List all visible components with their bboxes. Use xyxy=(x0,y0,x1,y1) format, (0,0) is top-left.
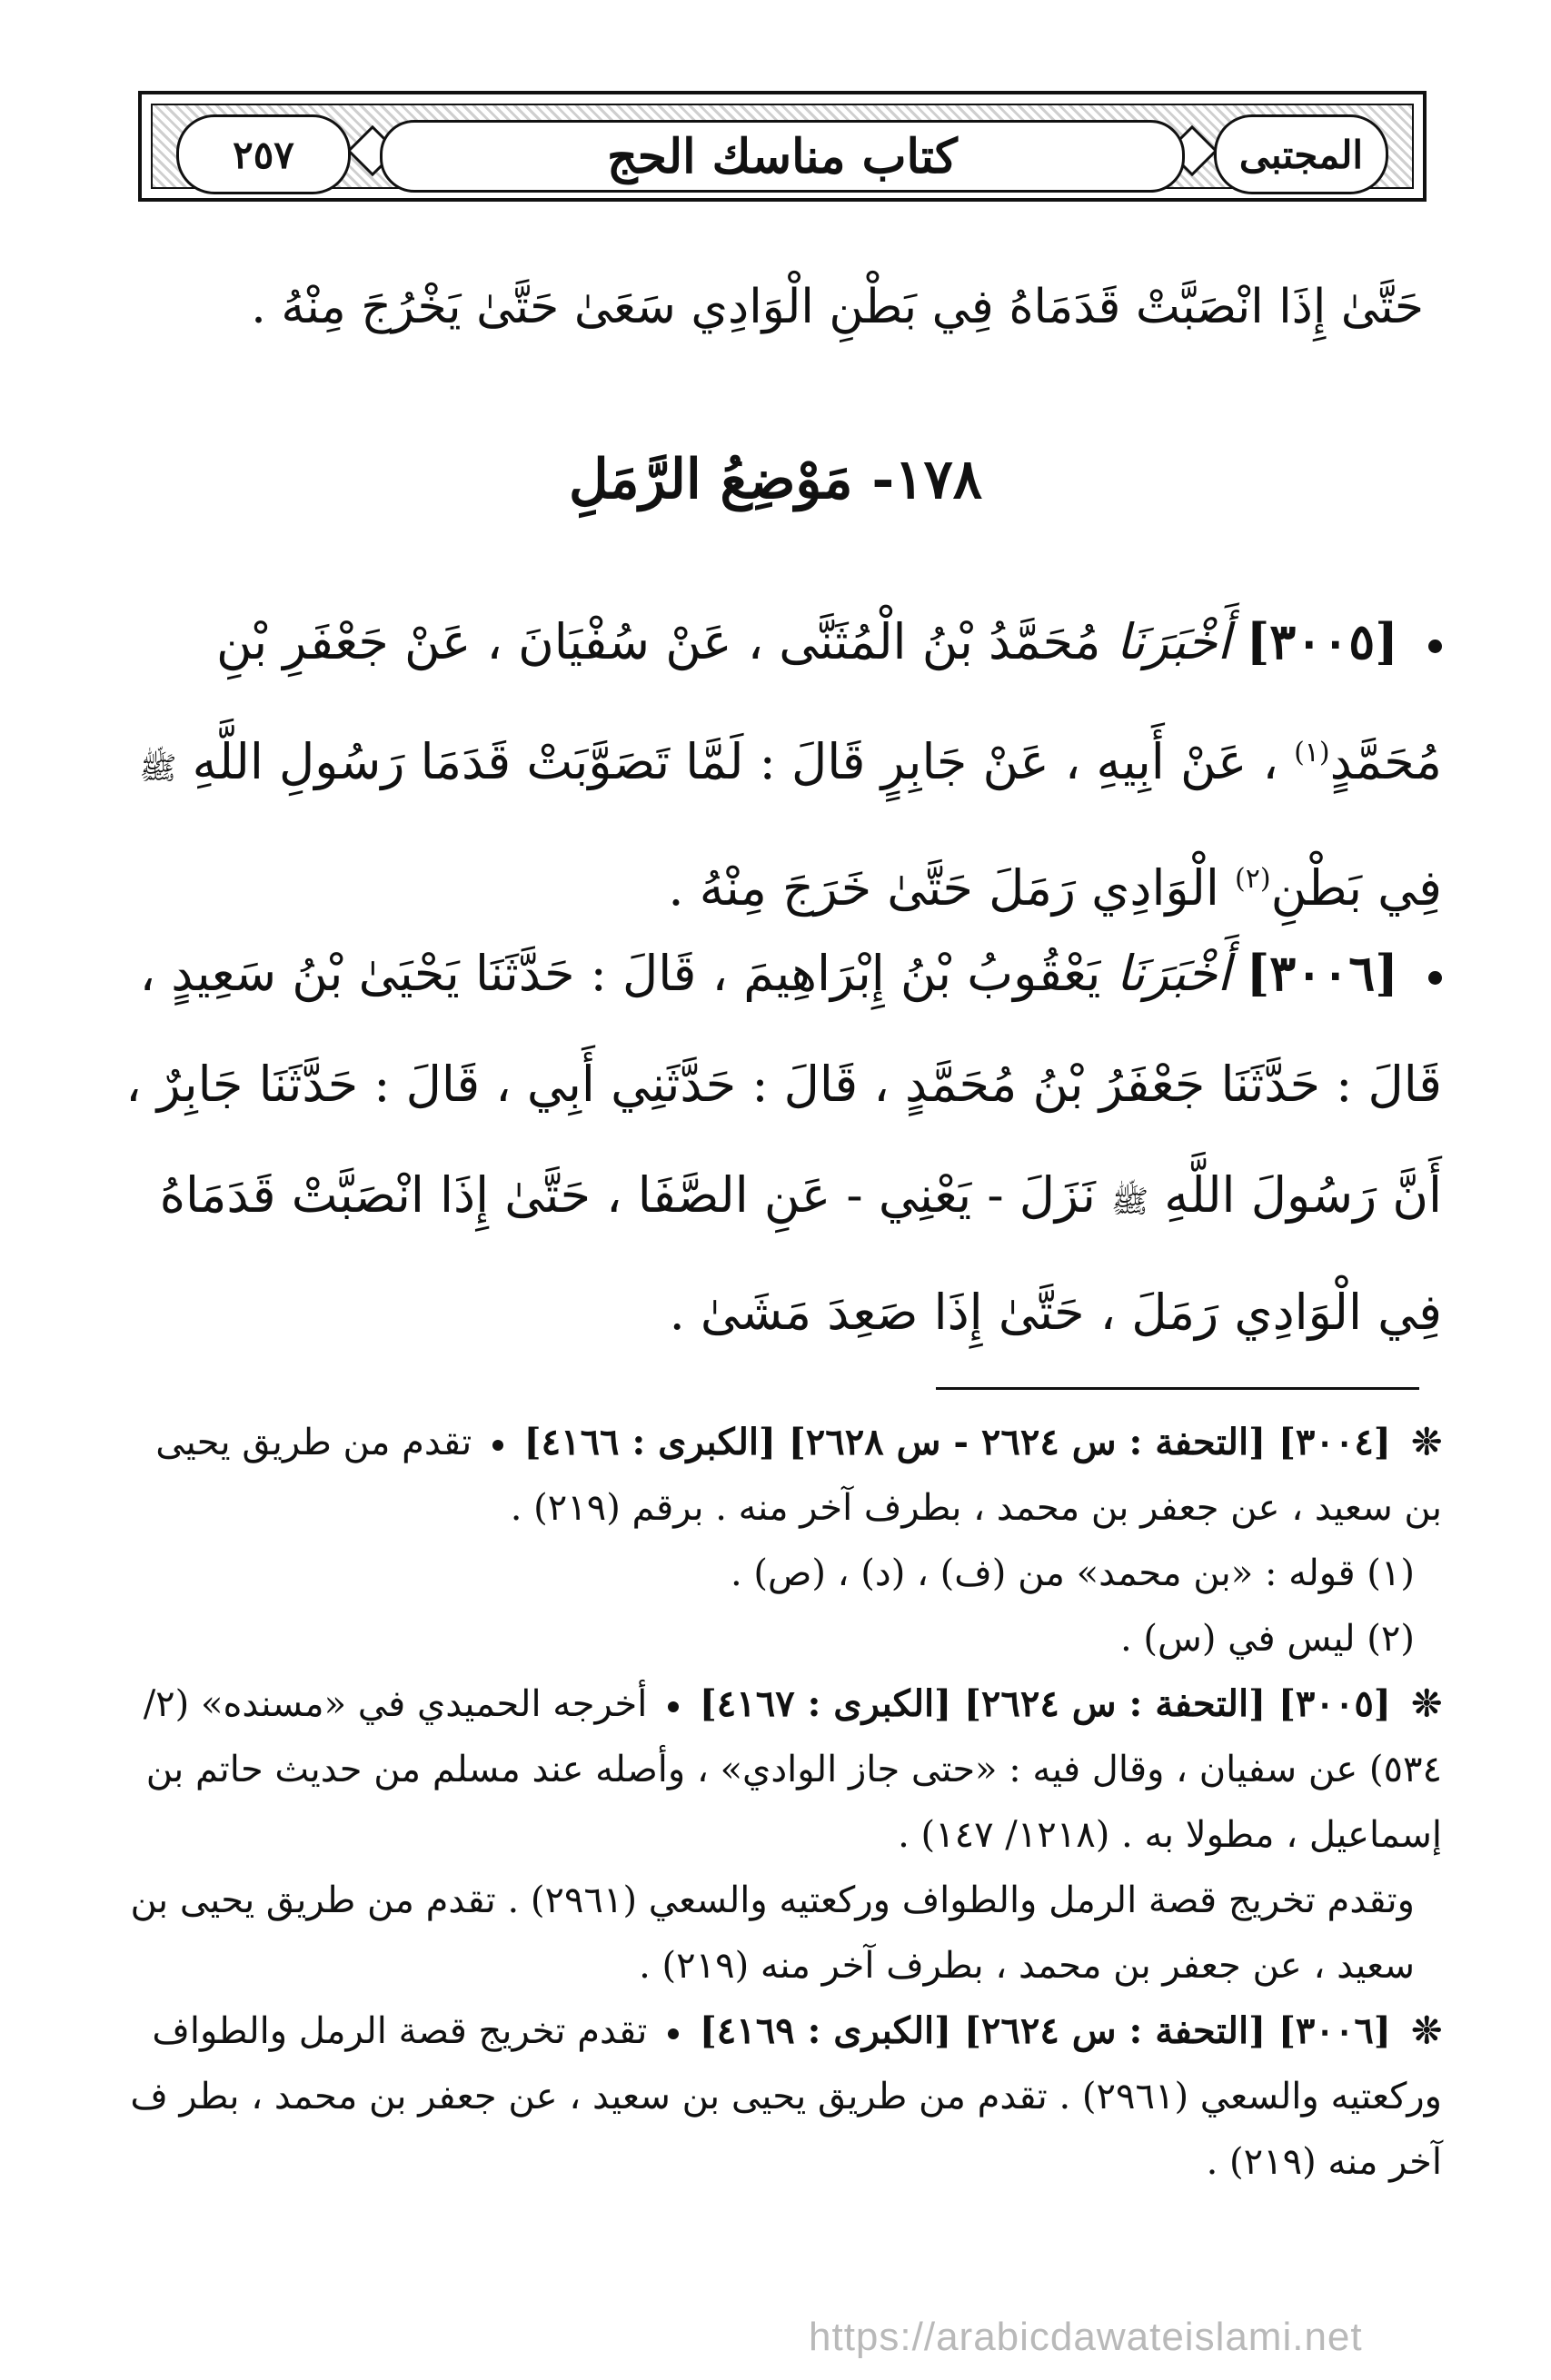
bullet-icon xyxy=(668,2028,679,2039)
ornamental-border xyxy=(151,104,1414,189)
page-header-frame xyxy=(138,91,1427,202)
footnote-text: أخرجه الحميدي في «مسنده» (٢/ ٥٣٤) عن سفيان ، وقال فيه : «حتى جاز الوادي» ، وأصله عند مسلم من حديث حاتم بن إسماعيل ، مطولا به . (١٢١٨/ ١٤٧) . xyxy=(143,1683,1442,1856)
footnote-ref: [٣٠٠٤] [التحفة : س ٢٦٢٤ - س ٢٦٢٨] [الكبرى : ٤١٦٦] xyxy=(523,1421,1391,1463)
watermark-url: https://arabicdawateislami.net xyxy=(809,2315,1363,2359)
akhbarana-word: أَخْبَرَنَا xyxy=(1116,945,1231,1002)
hadith-text: يَعْقُوبُ بْنُ إِبْرَاهِيمَ ، قَالَ : حَدَّثَنَا يَحْيَىٰ بْنُ سَعِيدٍ ، قَالَ : حَدَّثَنَا جَعْفَرُ بْنُ مُحَمَّدٍ ، قَالَ : حَدَّثَنِي أَبِي ، قَالَ : حَدَّثَنَا جَابِرٌ ، أَنَّ رَسُولَ اللَّهِ xyxy=(125,945,1442,1224)
star-icon: ❊ xyxy=(1411,1682,1442,1725)
footnote-marker-2: (٢) xyxy=(1235,863,1271,895)
hadith-text: نَزَلَ - يَعْنِي - عَنِ الصَّفَا ، حَتَّىٰ إِذَا انْصَبَّتْ قَدَمَاهُ فِي الْوَادِي رَمَلَ ، حَتَّىٰ إِذَا صَعِدَ مَشَىٰ . xyxy=(159,1166,1442,1341)
page-number: ٢٥٧ xyxy=(233,132,294,177)
bullet-icon xyxy=(1428,971,1442,985)
footnote-text: تقدم من طريق يحيى بن سعيد ، عن جعفر بن محمد ، بطرف آخر منه . برقم (٢١٩) . xyxy=(155,1422,1442,1529)
hadith-number: [٣٠٠٦] xyxy=(1246,944,1398,1002)
hadith-text: مُحَمَّدُ بْنُ الْمُثَنَّى ، عَنْ سُفْيَانَ ، عَنْ جَعْفَرِ بْنِ مُحَمَّدٍ xyxy=(215,613,1442,790)
chapter-title: كتاب مناسك الحج xyxy=(607,128,958,184)
footnote-3004 xyxy=(118,1410,1442,1541)
footnote-note-2: (٢) ليس في (س) . xyxy=(1119,1618,1415,1660)
hadith-text: فِي بَطْنِ xyxy=(1270,859,1442,917)
hadith-number: [٣٠٠٥] xyxy=(1246,612,1398,670)
intro-line: حَتَّىٰ إِذَا انْصَبَّتْ قَدَمَاهُ فِي بَطْنِ الْوَادِي سَعَىٰ حَتَّىٰ يَخْرُجَ مِنْهُ . xyxy=(251,280,1424,334)
star-icon: ❊ xyxy=(1411,1421,1442,1463)
bullet-icon xyxy=(492,1440,503,1451)
footnote-text: وتقدم تخريج قصة الرمل والطواف وركعتيه والسعي (٢٩٦١) . تقدم من طريق يحيى بن سعيد ، عن جعفر بن محمد ، بطرف آخر منه (٢١٩) . xyxy=(130,1879,1415,1987)
footnote-text: تقدم تخريج قصة الرمل والطواف وركعتيه والسعي (٢٩٦١) . تقدم من طريق يحيى بن سعيد ، عن جعفر بن محمد ، بطر ف آخر منه (٢١٩) . xyxy=(130,2010,1442,2183)
footnote-ref: [٣٠٠٦] [التحفة : س ٢٦٢٤] [الكبرى : ٤١٦٩] xyxy=(699,2009,1391,2052)
book-title: المجتبى xyxy=(1238,132,1364,177)
chapter-title-cartouche xyxy=(380,120,1185,193)
hadith-text: ، عَنْ أَبِيهِ ، عَنْ جَابِرٍ قَالَ : لَمَّا تَصَوَّبَتْ قَدَمَا رَسُولِ اللَّهِ xyxy=(192,733,1278,790)
footnote-3006 xyxy=(118,1998,1442,2195)
section-heading: ١٧٨- مَوْضِعُ الرَّمَلِ xyxy=(568,448,983,511)
bullet-icon xyxy=(668,1701,679,1712)
akhbarana-word: أَخْبَرَنَا xyxy=(1116,613,1231,670)
footnote-ref: [٣٠٠٥] [التحفة : س ٢٦٢٤] [الكبرى : ٤١٦٧] xyxy=(699,1682,1391,1725)
bullet-icon xyxy=(1428,640,1442,653)
honorific-glyph: ﷺ xyxy=(139,750,177,787)
page-number-medallion xyxy=(176,114,351,194)
footnote-3005 xyxy=(118,1671,1442,1868)
footnote-marker-1: (١) xyxy=(1294,737,1330,769)
book-title-medallion xyxy=(1214,114,1388,194)
hadith-3006 xyxy=(118,917,1442,1368)
footnote-note-1: (١) قوله : «بن محمد» من (ف) ، (د) ، (ص) . xyxy=(730,1552,1415,1594)
star-icon: ❊ xyxy=(1411,2009,1442,2052)
footnotes xyxy=(118,1410,1442,2195)
hadith-text: الْوَادِي رَمَلَ حَتَّىٰ خَرَجَ مِنْهُ . xyxy=(668,859,1219,917)
hadith-3005 xyxy=(118,586,1442,944)
honorific-glyph: ﷺ xyxy=(1111,1184,1149,1220)
footnote-separator xyxy=(936,1387,1419,1390)
